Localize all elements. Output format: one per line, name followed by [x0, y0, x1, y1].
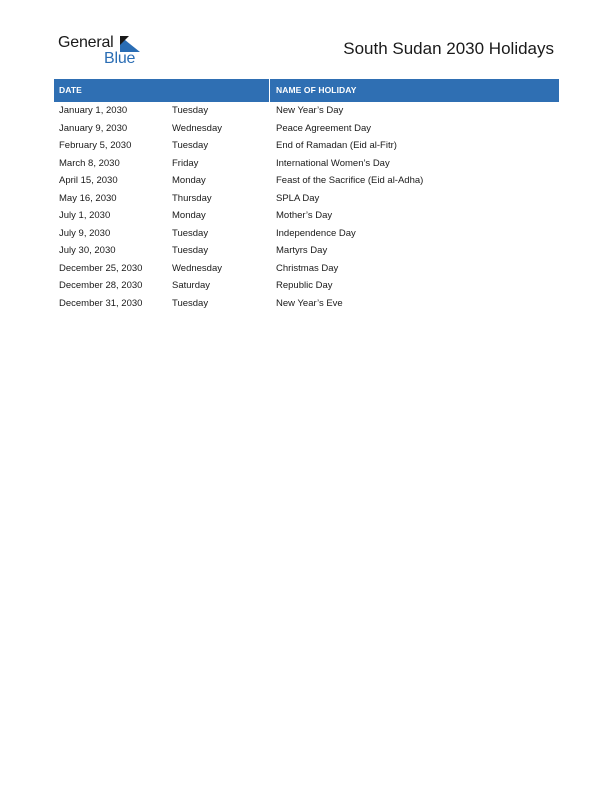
holiday-weekday: Wednesday — [172, 122, 222, 134]
table-row — [54, 155, 559, 173]
column-header-date: DATE — [59, 85, 82, 95]
holiday-name: Independence Day — [276, 227, 356, 239]
holiday-name: End of Ramadan (Eid al-Fitr) — [276, 140, 397, 151]
table-row — [54, 242, 559, 260]
table-row — [54, 137, 559, 155]
table-row — [54, 277, 559, 295]
holiday-weekday: Friday — [172, 157, 199, 169]
holiday-table — [54, 79, 559, 312]
holiday-name: Martyrs Day — [276, 245, 328, 256]
holiday-date: May 16, 2030 — [59, 192, 117, 204]
holiday-weekday: Tuesday — [172, 227, 209, 239]
logo — [58, 34, 148, 68]
header-divider — [269, 79, 270, 102]
holiday-name: Mother’s Day — [276, 210, 333, 221]
holiday-name: Christmas Day — [276, 262, 339, 274]
table-row — [54, 120, 559, 138]
holiday-date: July 9, 2030 — [59, 227, 111, 239]
holiday-name: SPLA Day — [276, 192, 320, 204]
holiday-date: April 15, 2030 — [59, 175, 118, 186]
holiday-name: Republic Day — [276, 280, 333, 291]
holiday-date: February 5, 2030 — [59, 140, 132, 151]
holiday-weekday: Monday — [172, 175, 206, 186]
holiday-name: New Year’s Day — [276, 105, 344, 116]
table-body — [54, 102, 559, 312]
table-row — [54, 190, 559, 208]
holiday-name: New Year’s Eve — [276, 297, 343, 309]
holiday-name: International Women’s Day — [276, 157, 390, 169]
page-title: South Sudan 2030 Holidays — [343, 39, 554, 58]
holiday-date: July 30, 2030 — [59, 245, 116, 256]
holiday-date: July 1, 2030 — [59, 210, 111, 221]
table-row — [54, 172, 559, 190]
holiday-weekday: Monday — [172, 210, 206, 221]
table-row — [54, 260, 559, 278]
logo-word-general: General — [58, 34, 114, 51]
holiday-name: Peace Agreement Day — [276, 122, 372, 134]
holiday-date: December 31, 2030 — [59, 297, 143, 309]
holiday-date: January 1, 2030 — [59, 105, 128, 116]
holiday-date: December 25, 2030 — [59, 262, 143, 274]
logo-word-blue: Blue — [104, 50, 136, 67]
holiday-weekday: Wednesday — [172, 262, 222, 274]
holiday-weekday: Thursday — [172, 192, 212, 204]
holiday-weekday: Tuesday — [172, 297, 209, 309]
holiday-date: March 8, 2030 — [59, 157, 120, 169]
column-header-holiday: NAME OF HOLIDAY — [276, 85, 357, 95]
holiday-weekday: Tuesday — [172, 105, 209, 116]
table-header — [54, 79, 559, 102]
holiday-name: Feast of the Sacrifice (Eid al-Adha) — [276, 175, 424, 186]
holiday-weekday: Tuesday — [172, 245, 209, 256]
holiday-date: December 28, 2030 — [59, 280, 143, 291]
table-row — [54, 225, 559, 243]
table-row — [54, 295, 559, 313]
holiday-weekday: Tuesday — [172, 140, 209, 151]
table-row — [54, 102, 559, 120]
holiday-date: January 9, 2030 — [59, 122, 128, 134]
holiday-weekday: Saturday — [172, 280, 211, 291]
table-row — [54, 207, 559, 225]
